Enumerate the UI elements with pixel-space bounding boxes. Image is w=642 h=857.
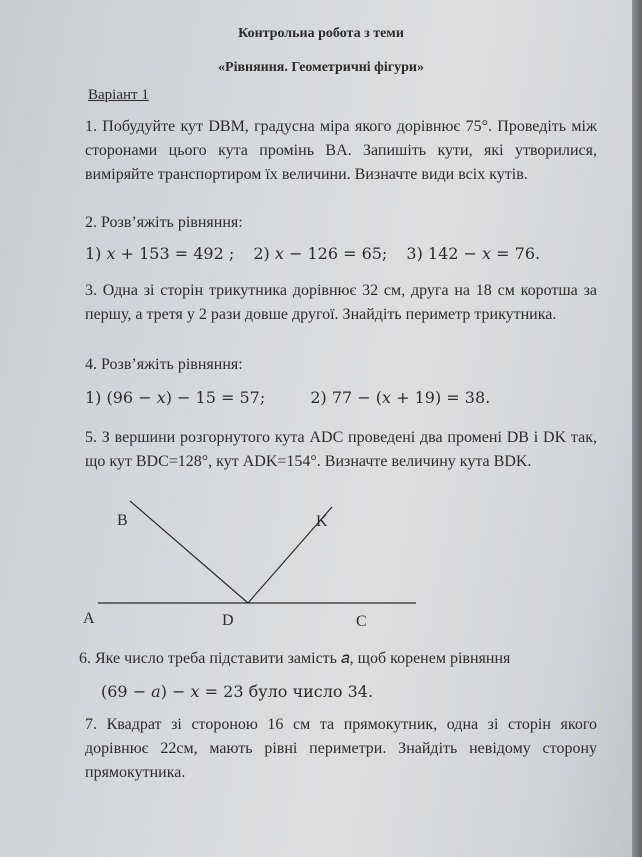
task-4-eq-2: 2) 77 − (𝑥 + 19) = 38. — [310, 388, 491, 407]
page-title: Контрольна робота з теми — [238, 26, 404, 41]
task-6: 6. Яке число треба підставити замість 𝑎, щоб коренем рівняння — [79, 650, 511, 667]
label-a: A — [83, 610, 95, 627]
paper-edge-shadow — [632, 0, 642, 857]
task-5: 5. З вершини розгорнутого кута ADC проведені два промені DB і DK так, що кут BDC=128°, кут ADK=154°. Визначте величину кута BDK. — [85, 429, 597, 470]
task-4-equations — [85, 388, 504, 407]
task-7: 7. Квадрат зі стороною 16 см та прямокутник, одна зі сторін якого дорівнює 22см, мають рівні периметри. Знайдіть невідому сторону прямокутника. — [85, 716, 597, 781]
label-c: C — [356, 613, 367, 630]
task-1: 1. Побудуйте кут DBM, градусна міра якого дорівнює 75°. Проведіть між сторонами цього кута промінь BA. Запишіть кути, які утворилися, виміряйте транспортиром їх величини. Визначте види всіх кутів. — [85, 118, 597, 183]
task-6-equation: (69 − 𝑎) − 𝑥 = 23 було число 34. — [101, 682, 374, 701]
label-k: K — [316, 513, 328, 530]
variant-label: Варіант 1 — [88, 87, 149, 103]
ray-db — [130, 501, 248, 603]
task-2-eq-2: 2) 𝑥 − 126 = 65; — [253, 244, 388, 263]
task-4-eq-1: 1) (96 − 𝑥) − 15 = 57; — [85, 388, 266, 407]
task-2-eq-3: 3) 142 − 𝑥 = 76. — [406, 244, 541, 263]
task-3: 3. Одна зі сторін трикутника дорівнює 32 см, друга на 18 см коротша за першу, а третя у 2 рази довше другої. Знайдіть периметр трикутника. — [85, 282, 597, 323]
page-subtitle: «Рівняння. Геометричні фігури» — [218, 60, 424, 75]
task-2: 2. Розв’яжіть рівняння: — [85, 214, 243, 231]
task-2-eq-1: 1) 𝑥 + 153 = 492 ; — [85, 244, 235, 263]
task-4: 4. Розв’яжіть рівняння: — [85, 356, 243, 373]
task-2-equations — [85, 244, 554, 263]
label-b: B — [117, 512, 128, 529]
label-d: D — [222, 612, 234, 629]
